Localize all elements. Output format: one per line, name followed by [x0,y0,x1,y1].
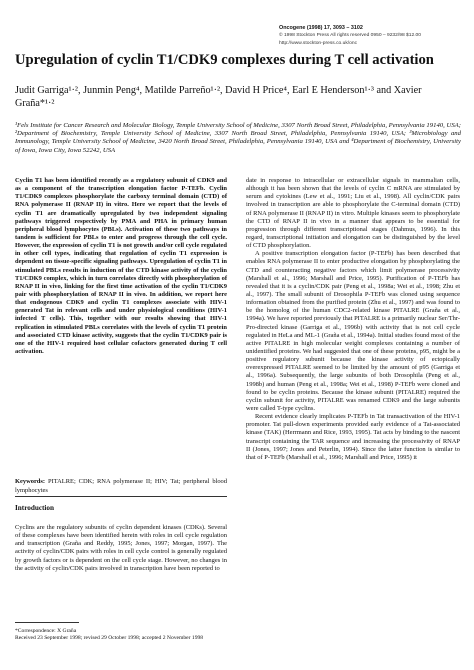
section-divider [15,496,227,497]
copyright-line: © 1998 Stockton Press All rights reserved 0950 – 9232/98 $12.00 [279,33,421,38]
author-list: Judit Garriga¹·², Junmin Peng⁴, Matilde Parreño¹·², David H Price⁴, Earl E Henderson¹·³ and Xavier Graña*¹·² [15,85,422,109]
body-paragraph: date in response to intracellular or extracellular signals in mammalian cells, although it has been shown that the levels of cyclin C mRNA are stimulated by serum and cytokines (Lew et al., 1991; Liu et al., 1998). All cyclin/CDK pairs involved in transcription are able to phosphorylate the C-terminal domain (CTD) of RNA polymerase II (RNAP II) in vitro. Multiple kinases seem to phosphorylate the CTD of RNAP II in vivo in a manner that appears to be essential for progression through different transcriptional stages (Dahmus, 1996). In this regard, transcriptional initiation and elongation can be distinguished by the level of CTD phosphorylation. [246,177,460,250]
abstract: Cyclin T1 has been identified recently as a regulatory subunit of CDK9 and as a component of the transcription elongation factor P-TEFb. Cyclin T1/CDK9 complexes phosphorylate the carboxy terminal domain (CTD) of RNA polymerase II (RNAP II) in vitro. Here we report that the levels of cyclin T1 are dramatically upregulated by two independent signaling pathways triggered respectively by PMA and PHA in primary human peripheral blood lymphocytes (PBLs). Activation of these two pathways in tandem is sufficient for PBLs to enter and progress through the cell cycle. However, the expression of cyclin T1 is not growth and/or cell cycle regulated in other cell types, indicating that regulation of cyclin T1 expression is dependent on tissue-specific signaling pathways. Upregulation of cyclin T1 in stimulated PBLs results in induction of the CTD kinase activity of the cyclin T1/CDK9 complex, which in turn correlates directly with phosphorylation of RNAP II in vivo, linking for the first time activation of the cyclin T1/CDK9 pair with phosphorylation of RNAP II in vivo. In addition, we report here that endogenous CDK9 and cyclin T1 complexes associate with HIV-1 generated Tat in relevant cells and under physiological conditions (HIV-1 infected T cells). This, together with our results showing that HIV-1 replication in stimulated PBLs correlates with the levels of cyclin T1 protein and associated CTD kinase activity, suggests that the cyclin T1/CDK9 pair is one of the HIV-1 required host cellular cofactors generated during T cell activation. [15,177,227,355]
keywords-label: Keywords: [15,478,46,485]
journal-url[interactable]: http://www.stockton-press.co.uk/onc [279,41,358,46]
journal-masthead [279,24,459,48]
keywords [15,478,227,495]
intro-paragraph: Cyclins are the regulatory subunits of cyclin dependent kinases (CDKs). Several of these complexes have been identified herein with roles in cell cycle regulation and transcription (Graña and Reddy, 1995; Jones, 1997; Morgan, 1997). The activity of cyclin/CDK pairs with roles in cell cycle control is generally regulated by growth factors or is dependent on the cell cycle stage. However, no changes in the activity of cyclin/CDK pairs involved in transcription have been reported to [15,524,227,572]
body-paragraph: A positive transcription elongation factor (P-TEFb) has been described that enables RNA polymerase II to enter productive elongation by phosphorylating the CTD and counteracting negative factors which limit polymerase processivity (Marshall et al., 1996; Marshall and Price, 1995). Purification of P-TEFb has revealed that it is a cyclin/CDK pair (Peng et al., 1998a; Wei et al., 1998; Zhu et al., 1997). The small subunit of Drosophila P-TEFb was cloned using sequence information obtained from the purified protein (Zhu et al., 1997) and was found to be the homolog of the human CDC2-related kinase PITALRE (Graña et al., 1994a). We have reported previously that PITALRE is a primarily nuclear Ser/Thr-Pro-directed kinase (Garriga et al., 1996b) with activity that is not cell cycle regulated in HeLa and ML-1 (Graña et al., 1994a). Initial studies found most of the active PITALRE in high molecular weight complexes containing a number of unidentified proteins. We had suggested that one of these proteins, p95, might be a positive regulatory subunit because the kinase activity of ectopically overexpressed PITALRE seemed to be limited by the amount of p95 (Garriga et al., 1996a). Subsequently, the large subunits of both Drosophila (Peng et al., 1998b) and human (Peng et al., 1998a; Wei et al., 1998) P-TEFb were cloned and found to be cyclin proteins. Because the kinase subunit (PITALRE) required the cyclin subunit for activity, PITALRE was renamed CDK9 and the large subunits were called T-type cyclins. [246,250,460,412]
intro-heading: Introduction [15,504,55,512]
journal-citation: Oncogene (1998) 17, 3093 – 3102 [279,25,363,31]
body-paragraph: Recent evidence clearly implicates P-TEFb in Tat transactivation of the HIV-1 promoter. Tat pull-down experiments provided early evidence of a Tat-associated kinase (TAK) (Herrmann and Rice, 1993, 1995). Tat acts by binding to the nascent transcript containing the TAR sequence and increasing the processivity of RNAP II (Jones, 1997; Jones and Peterlin, 1994). Since the latter function is similar to that of P-TEFb (Marshall et al., 1996; Marshall and Price, 1995) it [246,413,460,461]
received-dates: Received 23 September 1998; revised 29 October 1998; accepted 2 November 1998 [15,635,204,641]
right-column [246,177,460,462]
keywords-text: PITALRE; CDK; RNA polymerase II; HIV; Tat; peripheral blood lymphocytes [15,478,227,494]
footnote [15,628,227,642]
correspondence-note: *Correspondence: X Graña [15,628,77,634]
article-title: Upregulation of cyclin T1/CDK9 complexes during T cell activation [15,52,434,68]
affiliations: ¹Fels Institute for Cancer Research and Molecular Biology, Temple University School of Medicine, 3307 North Broad Street, Philadelphia, Pennsylvania 19140, USA; ²Department of Biochemistry, Temple University School of Medicine, 3307 North Broad Street, Philadelphia, Pennsylvania 19140, USA; ³Microbiology and Immunology, Temple University School of Medicine, 3420 North Broad Street, Philadelphia, Pennsylvania 19140, USA and ⁴Department of Biochemistry, University of Iowa, Iowa City, Iowa 52242, USA [15,122,461,154]
footnote-divider [15,622,79,623]
